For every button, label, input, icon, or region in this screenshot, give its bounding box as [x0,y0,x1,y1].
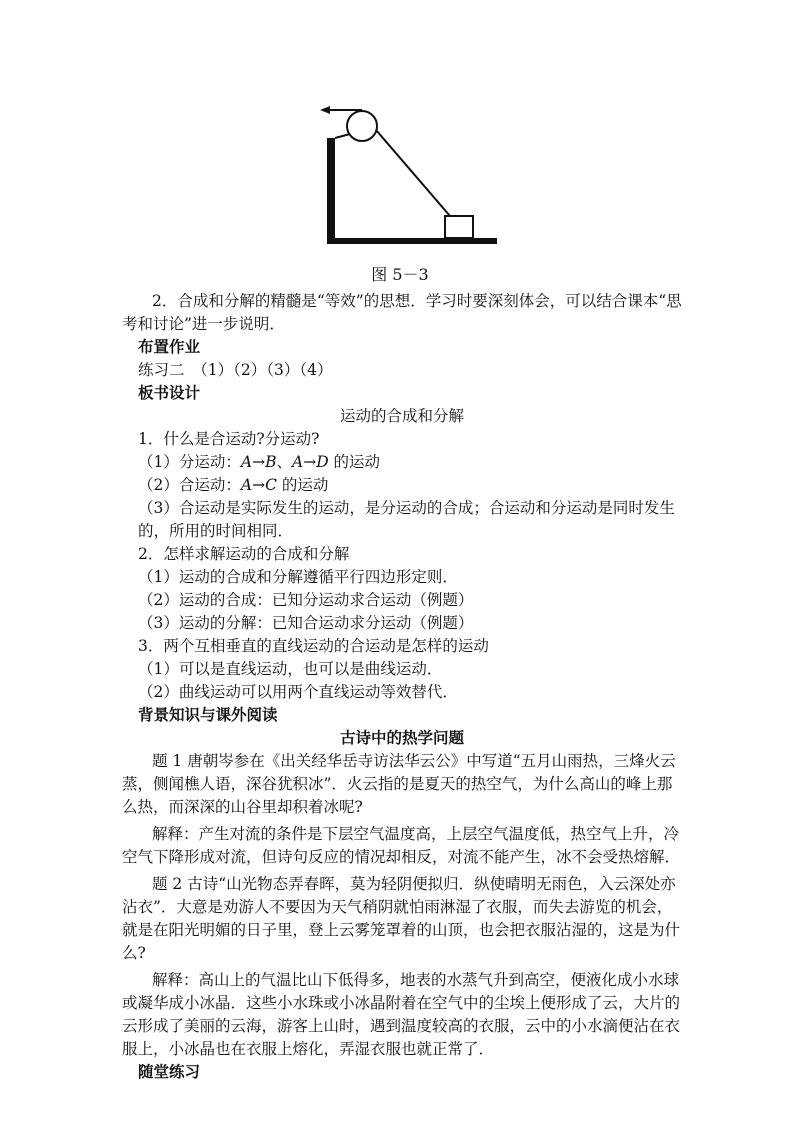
rope-line [376,130,450,216]
board-q1-2 [122,474,682,497]
reading-answer-1: 解释：产生对流的条件是下层空气温度高，上层空气温度低，热空气上升，冷空气下降形成对流，但诗句反应的情况却相反，对流不能产生，冰不会受热熔解． [122,825,681,866]
board-q1-1-prefix: （1）分运动： [138,453,241,471]
arrow-2: → [303,453,317,471]
pulley-circle [347,111,377,141]
arrow: → [252,453,266,471]
force-arrow-head [320,106,330,114]
board-q2-3: （3）运动的分解：已知合运动求分运动（例题） [138,614,474,632]
board-q3-1: （1）可以是直线运动，也可以是曲线运动． [138,660,443,678]
homework-text: 练习二 （1）（2）（3）（4） [138,361,333,379]
reading-heading: 背景知识与课外阅读 [138,706,278,724]
board-q2-2: （2）运动的合成：已知分运动求合运动（例题） [138,591,474,609]
reading-question-1: 题 1 唐朝岑参在《出关经华岳寺访法华云公》中写道“五月山雨热，三烽火云蒸，侧闻樵人语，深谷犹积冰”．火云指的是夏天的热空气，为什么高山的峰上那么热，而深深的山谷里却积着冰呢? [122,752,676,816]
board-q1: 1．什么是合运动?分运动? [138,430,320,448]
board-q3: 3．两个互相垂直的直线运动的合运动是怎样的运动 [138,637,489,655]
document-body [122,290,682,1084]
wall [327,138,335,242]
reading-title: 古诗中的热学问题 [339,729,464,747]
separator: 、 [276,453,292,471]
reading-question-2: 题 2 古诗“山光物态弄春晖，莫为轻阴便拟归．纵使晴明无雨色，入云深处亦沾衣”．大意是劝游人不要因为天气稍阴就怕雨淋湿了衣服，而失去游览的机会，就是在阳光明媚的日子里，登上云雾笼罩着的山顶，也会把衣服沾湿的，这是为什么? [122,875,681,962]
point-a-3: A [240,476,253,494]
board-title: 运动的合成和分解 [339,407,464,425]
figure-caption: 图 5－3 [371,265,429,284]
practice-heading: 随堂练习 [138,1063,201,1081]
point-b: B [265,453,277,471]
board-q2-1: （1）运动的合成和分解遵循平行四边形定则． [138,568,458,586]
arrow-3: → [252,476,266,494]
pulley-diagram [320,106,497,244]
point-a: A [240,453,253,471]
pulley-incline-figure [310,98,510,258]
point-a-2: A [291,453,304,471]
reading-answer-2: 解释：高山上的气温比山下低得多，地表的水蒸气升到高空，便液化成小水球或凝华成小冰晶．这些小水珠或小冰晶附着在空气中的尘埃上便形成了云，大片的云形成了美丽的云海，游客上山时，遇到温度较高的衣服，云中的小水滴便沾在衣服上，小冰晶也在衣服上熔化，弄湿衣服也就正常了． [122,971,681,1058]
homework-heading: 布置作业 [138,338,201,356]
board-q1-2-suffix: 的运动 [276,476,329,494]
board-heading: 板书设计 [138,384,201,402]
pulley-support [335,134,350,138]
ground [327,238,497,244]
board-q3-2: （2）曲线运动可以用两个直线运动等效替代． [138,683,458,701]
board-q1-1-suffix: 的运动 [328,453,381,471]
point-c: C [265,476,277,494]
board-q1-2-prefix: （2）合运动： [138,476,241,494]
board-q1-3: （3）合运动是实际发生的运动，是分运动的合成；合运动和分运动是同时发生的，所用的时间相同． [138,499,675,540]
board-q1-1 [122,451,682,474]
block [445,216,473,238]
point-d: D [316,453,329,471]
intro-point: 2．合成和分解的精髓是“等效”的思想．学习时要深刻体会，可以结合课本“思考和讨论”进一步说明． [122,292,682,333]
board-q2: 2．怎样求解运动的合成和分解 [138,545,350,563]
